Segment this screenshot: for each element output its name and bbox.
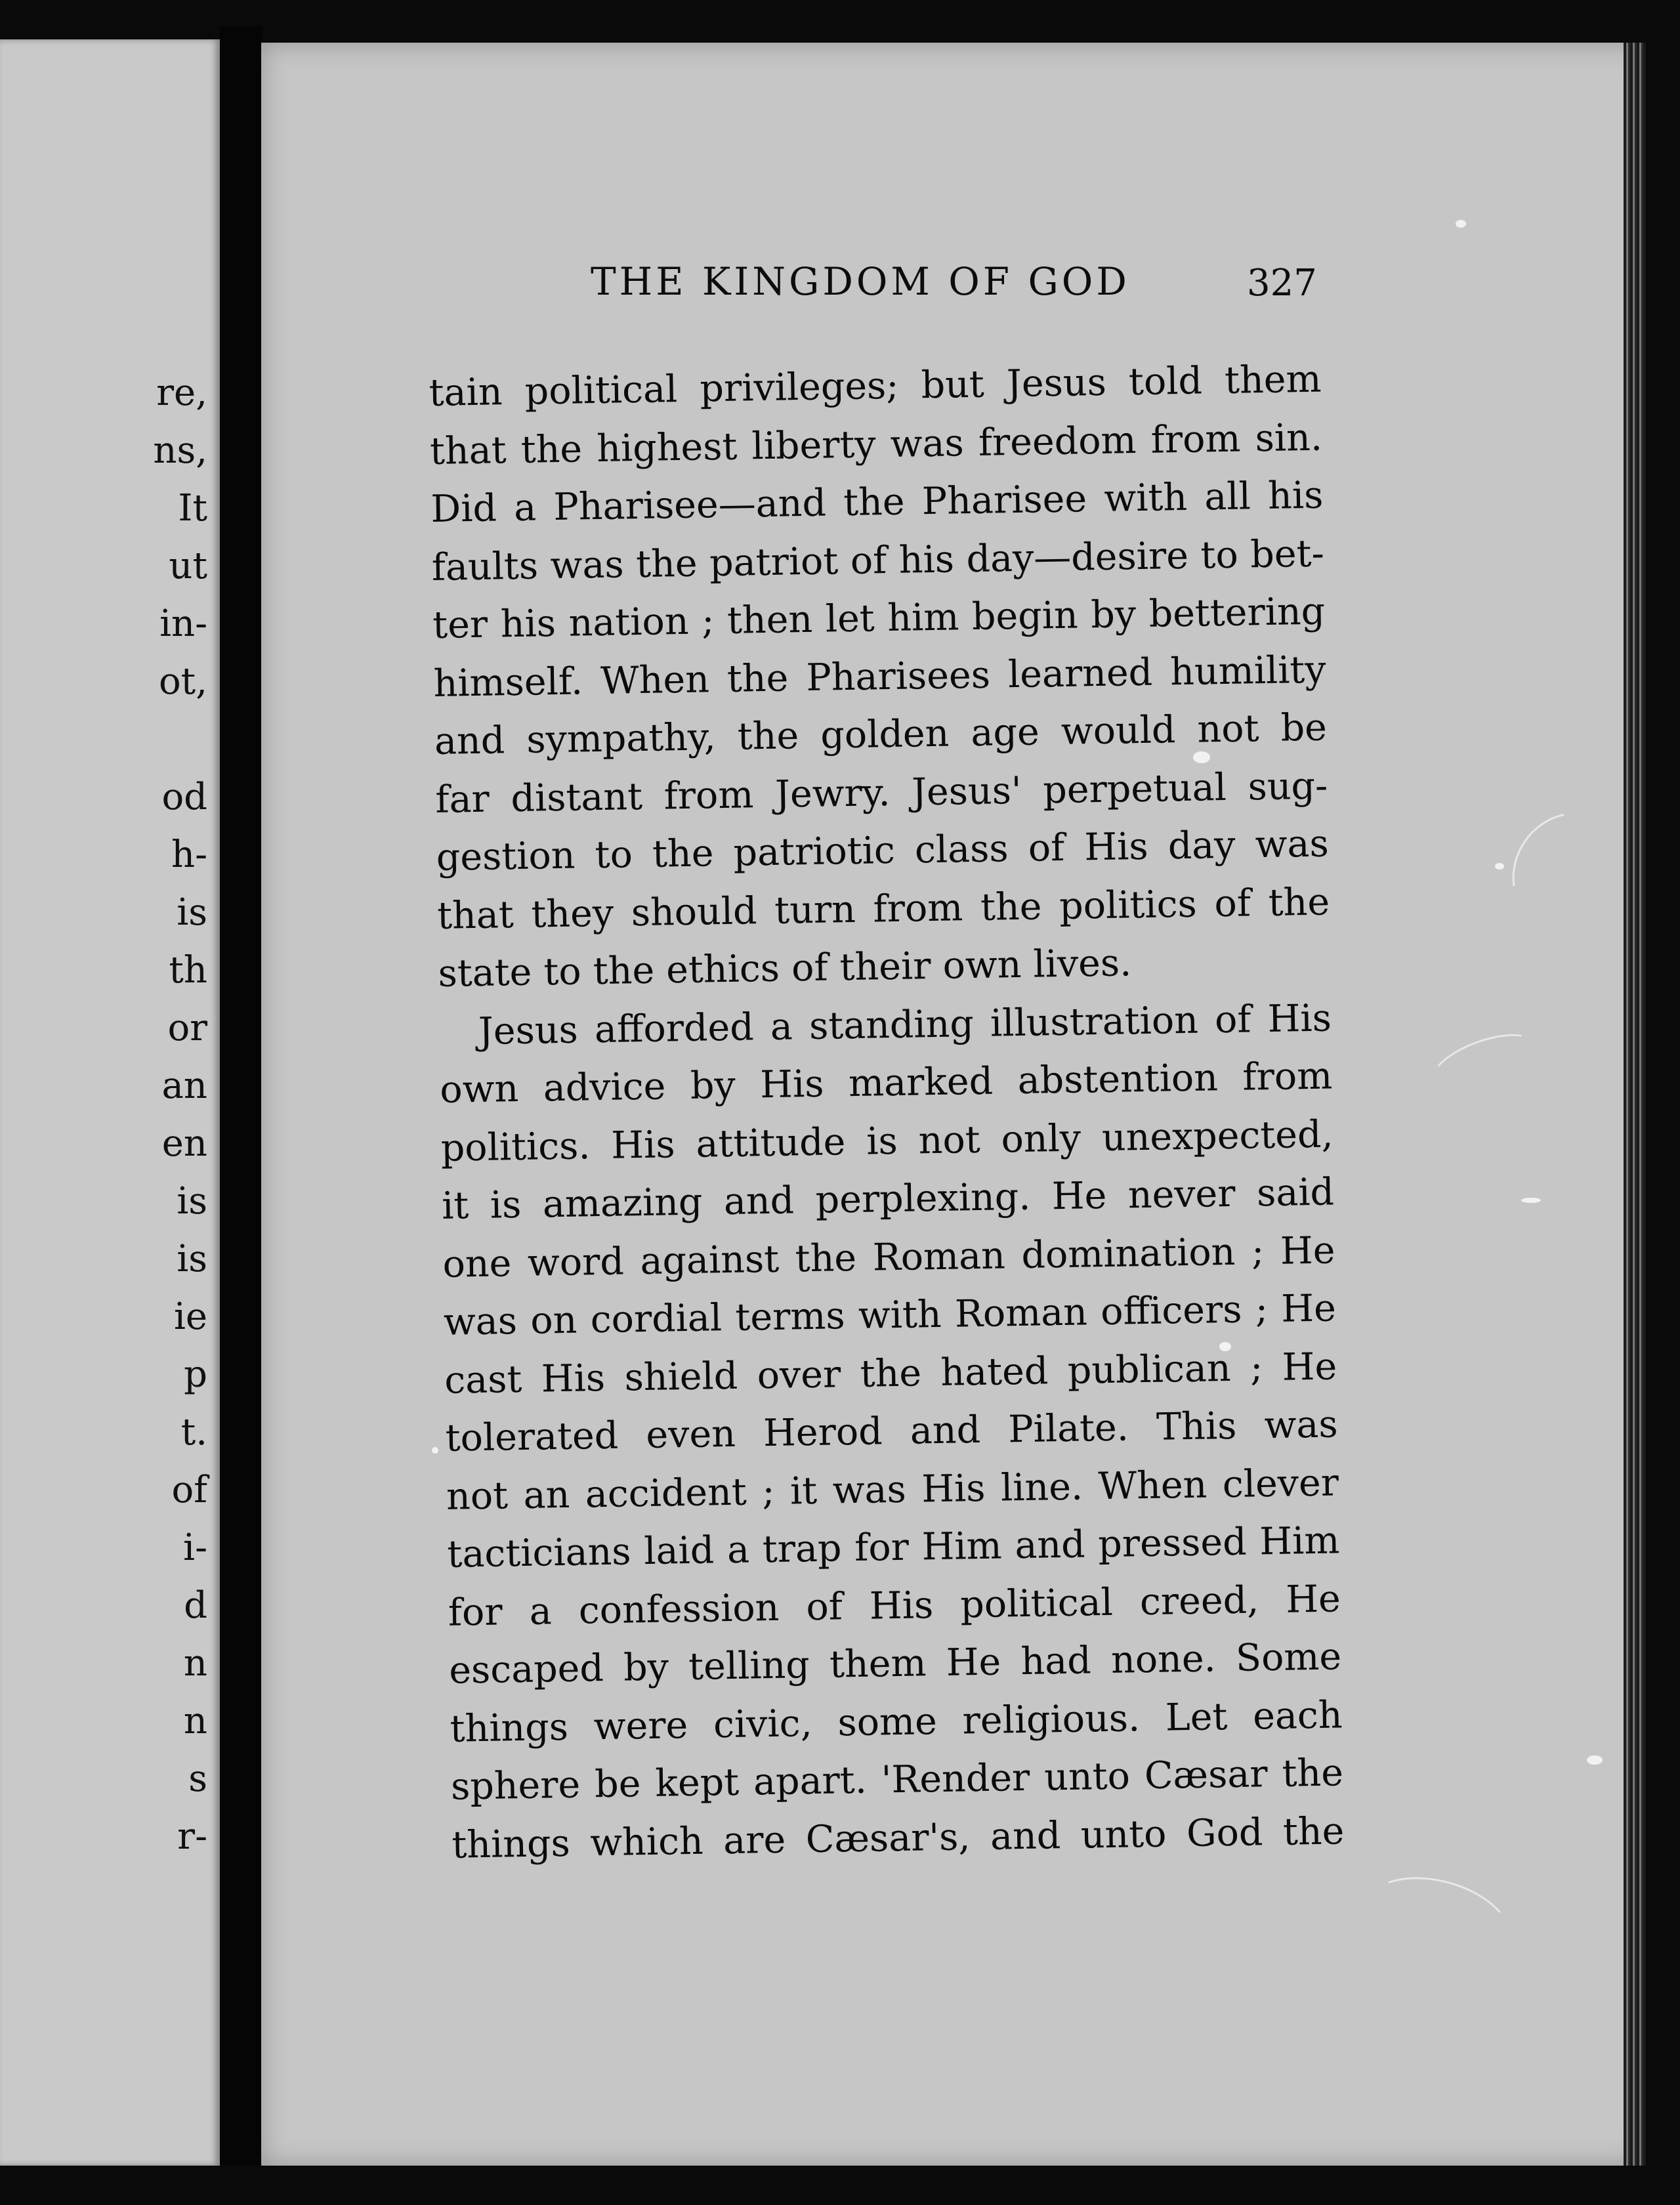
left-fragment: of [171, 1469, 207, 1511]
left-fragment: n [183, 1700, 207, 1742]
text-line: things were civic, some religious. Let each [450, 1692, 1343, 1751]
left-fragment: r- [177, 1815, 207, 1858]
dust-speck [1456, 220, 1466, 228]
running-head [341, 259, 1326, 318]
text-line: it is amazing and perplexing. He never said [441, 1170, 1335, 1228]
text-line: far distant from Jewry. Jesus' perpetual sug- [434, 764, 1328, 822]
left-fragment: od [161, 776, 207, 818]
text-line: escaped by telling them He had none. Some [448, 1635, 1342, 1692]
text-line: politics. His attitude is not only unexpected, [440, 1112, 1334, 1170]
text-line: and sympathy, the golden age would not be [434, 705, 1328, 763]
left-fragment: n [183, 1642, 207, 1685]
main-page [261, 43, 1646, 2166]
text-line: one word against the Roman domination ; He [442, 1228, 1335, 1286]
text-line: tacticians laid a trap for Him and pressed Him [446, 1519, 1340, 1576]
text-line: own advice by His marked abstention from [439, 1054, 1333, 1112]
left-fragment: t. [180, 1411, 207, 1454]
text-line: sphere be kept apart. 'Render unto Cæsar the [450, 1751, 1344, 1809]
left-page-fragment [0, 39, 220, 2166]
text-line: tain political privileges; but Jesus told them [429, 357, 1322, 415]
text-line: gestion to the patriotic class of His day was [436, 822, 1330, 879]
left-fragment: ie [173, 1295, 207, 1338]
text-line: himself. When the Pharisees learned humility [433, 648, 1326, 705]
left-fragment: ns, [153, 429, 207, 472]
text-line: was on cordial terms with Roman officers ; He [443, 1286, 1337, 1344]
dust-speck [1587, 1755, 1603, 1765]
left-fragment: ot, [158, 660, 207, 703]
dust-speck [1495, 863, 1504, 870]
left-fragment: i- [183, 1526, 207, 1569]
text-line: for a confession of His political creed, He [448, 1576, 1341, 1635]
left-fragment: ut [169, 545, 207, 587]
dust-speck [1521, 1198, 1541, 1203]
page-edge-stack [1624, 43, 1646, 2166]
dust-speck [432, 1447, 438, 1454]
text-line: cast His shield over the hated publican ; He [444, 1344, 1337, 1402]
text-line: faults was the patriot of his day—desire to bet- [431, 532, 1325, 589]
left-fragment: d [184, 1584, 207, 1627]
left-fragment: is [177, 1180, 207, 1223]
left-fragment: an [161, 1064, 207, 1107]
left-fragment: s [188, 1757, 207, 1800]
left-page-line-fragments [0, 364, 217, 1866]
left-fragment: is [177, 1238, 207, 1280]
scan-scratch [1425, 1023, 1543, 1101]
text-line: Did a Pharisee—and the Pharisee with all his [430, 473, 1324, 531]
text-line: state to the ethics of their own lives. [438, 941, 1132, 996]
text-line: not an accident ; it was His line. When clever [446, 1460, 1339, 1519]
left-fragment: en [161, 1122, 207, 1165]
left-fragment: h- [171, 833, 207, 876]
text-line: ter his nation ; then let him begin by bettering [432, 589, 1326, 647]
text-line: Jesus afforded a standing illustration of His [478, 996, 1332, 1053]
text-line: that they should turn from the politics of the [436, 880, 1330, 938]
text-line: that the highest liberty was freedom from sin. [429, 415, 1323, 473]
scan-scratch [1356, 1862, 1521, 1981]
book-gutter [220, 26, 262, 2166]
left-fragment: or [167, 1007, 207, 1049]
left-fragment: It [178, 487, 207, 530]
left-fragment: re, [156, 371, 207, 414]
left-fragment: p [184, 1353, 207, 1396]
page-number: 327 [1247, 262, 1317, 304]
left-fragment: is [177, 891, 207, 934]
body-text [429, 350, 1345, 1874]
left-fragment [0, 711, 217, 768]
running-head-title: THE KINGDOM OF GOD [591, 259, 1130, 304]
text-line: tolerated even Herod and Pilate. This was [445, 1402, 1339, 1460]
text-line: things which are Cæsar's, and unto God the [451, 1809, 1345, 1867]
left-fragment: th [169, 949, 207, 992]
left-fragment: in- [159, 602, 207, 645]
